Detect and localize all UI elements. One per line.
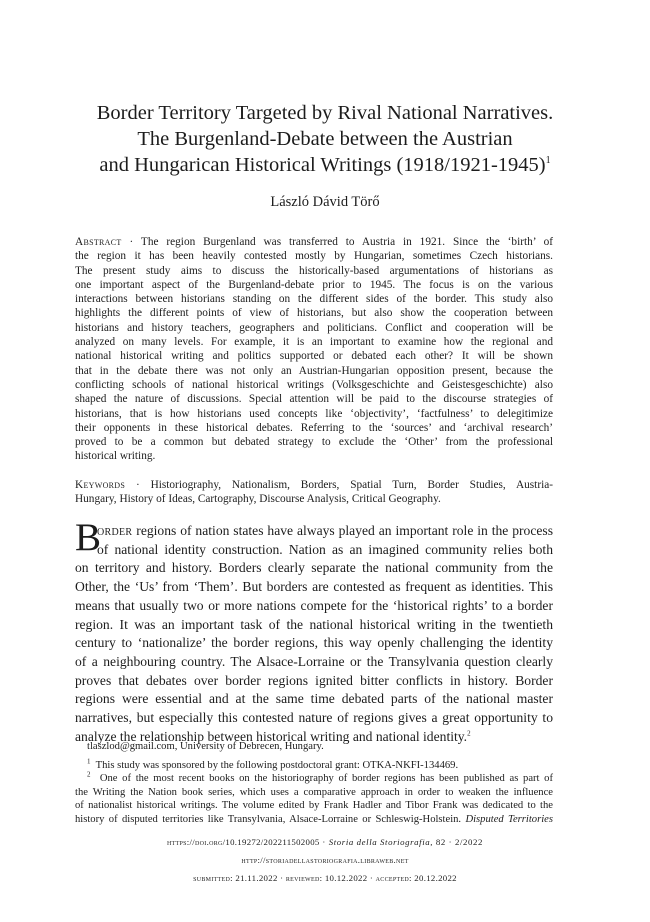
body-text: analyze the relationship between historical writing and national identity.	[75, 728, 468, 744]
abstract-text: the region it has been heavily contested mostly by Hungarian, sometimes Czech historians.	[75, 250, 553, 263]
page-footer	[0, 833, 650, 887]
author-contact: tlaszlod@gmail.com, University of Debrecen, Hungary.	[87, 741, 324, 752]
abstract-line	[75, 306, 553, 320]
abstract-line	[75, 392, 553, 406]
footnote-2-text: history of disputed territories like Transylvania, Alsace-Lorraine or Schleswig-Holstein.	[75, 813, 462, 825]
abstract-text: shaped the nature of discussions. Special attention will be paid to the discourse strategies of	[75, 393, 553, 406]
submission-dates: submitted: 21.11.2022 · reviewed: 10.12.2022 · accepted: 20.12.2022	[193, 873, 457, 883]
abstract-line	[75, 349, 553, 363]
body-footnote-mark[interactable]: 2	[467, 729, 471, 738]
abstract-line	[75, 407, 553, 421]
body-line	[75, 634, 553, 653]
title-line-2: The Burgenland-Debate between the Austrian	[137, 128, 513, 150]
body-text: of a neighbouring country. The Alsace-Lorraine or the Transylvania question clearly	[75, 653, 553, 669]
body-line	[75, 522, 553, 541]
journal-name: Storia della Storiografia	[328, 837, 431, 847]
abstract-text: highlights the different points of view of historians, but also show the cooperation between	[75, 307, 553, 320]
body-text: narratives, but especially this contested nature of regions gives a great opportunity to	[75, 710, 553, 726]
body-line	[75, 709, 553, 728]
body-line	[75, 578, 553, 597]
abstract-label: Abstract	[75, 236, 122, 248]
abstract-line	[75, 435, 553, 449]
abstract-line	[75, 264, 553, 278]
abstract-line	[75, 421, 553, 435]
abstract-line	[75, 364, 553, 378]
footnote-2-text: One of the most recent books on the historiography of border regions has been published as part of	[99, 773, 553, 785]
keywords	[75, 478, 553, 507]
footnote-1-mark: 1	[87, 757, 91, 766]
abstract-text: national historical writing and politics supported or debated each other? It will be shown	[75, 350, 553, 363]
article-title	[40, 100, 610, 178]
abstract-text: historical writing.	[75, 450, 156, 463]
footnote-1: $^1$ This study was sponsored by the following postdoctoral grant: OTKA-NKFI-134469.	[87, 757, 459, 771]
abstract-text: historians and history teachers, geographers and politicians. Conflict and cooperation will be	[75, 321, 553, 334]
abstract-text: conflicting schools of national historical writings (Volksgeschichte and Geistesgeschichte) also	[75, 378, 553, 391]
keywords-text: Hungary, History of Ideas, Cartography, Discourse Analysis, Critical Geography.	[75, 493, 441, 506]
abstract-line	[75, 278, 553, 292]
footnote-2-line	[75, 772, 553, 786]
abstract-line	[75, 235, 553, 249]
body-text: on territory and history. Borders clearly separate the national community from the	[75, 560, 553, 576]
footnote-2-line	[75, 813, 553, 827]
abstract-sep: ·	[121, 236, 141, 248]
title-footnote-mark[interactable]: 1	[545, 155, 551, 167]
keywords-text: Historiography, Nationalism, Borders, Spatial Turn, Border Studies, Austria-	[150, 479, 553, 491]
body-text: of national identity construction. Nation as an imagined community relies both	[97, 541, 553, 557]
body-line	[75, 559, 553, 578]
footer-doi-line: https://doi.org/10.19272/202211502005 · Storia della Storiografia, 82 · 2/2022	[166, 837, 484, 847]
footnote-2-line	[75, 799, 553, 813]
abstract-line	[75, 321, 553, 335]
body-line	[75, 616, 553, 635]
author-name: László Dávid Törő	[270, 194, 380, 210]
drop-cap: B	[75, 516, 102, 559]
body-text: century to ‘nationalize’ the border regions, this way openly challenging the identity	[75, 635, 553, 651]
abstract-line	[75, 335, 553, 349]
body-line	[75, 672, 553, 691]
footnote-2-italic: Disputed Territories	[465, 813, 553, 825]
title-line-3: and Hungarican Historical Writings $(1918/1921-1945)^1$	[99, 154, 551, 176]
body-text: proves that debates over border regions ignited bitter conflicts in history. Border	[75, 672, 553, 688]
keywords-line	[75, 492, 553, 506]
body-text: regions were essential and at the same time debated parts of the national master	[75, 691, 553, 707]
keywords-sep: ·	[125, 479, 151, 491]
journal-url[interactable]: http://storiadellastoriografia.libraweb.net	[241, 855, 409, 865]
body-line	[75, 690, 553, 709]
body-text	[75, 516, 553, 746]
body-text: Other, the ‘Us’ from ‘Them’. But borders are contested as frequent as identities. This	[75, 579, 553, 595]
abstract-line	[75, 292, 553, 306]
body-line	[75, 653, 553, 672]
title-line-1: Border Territory Targeted by Rival National Narratives.	[96, 102, 554, 124]
abstract-text: one important aspect of the Burgenland-debate prior to 1945. The focus is on the various	[75, 278, 553, 291]
abstract-line	[75, 378, 553, 392]
abstract-line	[75, 249, 553, 263]
body-text: means that usually two or more nations compete for the ‘historical rights’ to a border	[75, 597, 553, 613]
body-text: region. It was an important task of the national historical writing in the twentieth	[75, 616, 553, 632]
footnotes	[75, 740, 553, 827]
abstract-line	[75, 449, 553, 463]
abstract-text: analyzed on many levels. For example, it is an important to examine how the regional and	[75, 336, 553, 349]
body-smallcaps: order	[97, 523, 133, 538]
abstract-text: proved to be a common but debated strategy to exclude the ‘Other’ from the professional	[75, 436, 553, 449]
doi-link[interactable]: https://doi.org/10.19272/202211502005	[166, 837, 320, 847]
abstract-text: historians, that is how historians used concepts like ‘objectivity’, ‘factfulness’ to delegitimize	[75, 407, 553, 420]
body-text: regions of nation states have always played an important role in the process	[132, 523, 553, 538]
abstract-text: their opponents in these historical debates. Referring to the ‘sources’ and ‘archival research’	[75, 421, 553, 434]
keywords-line	[75, 478, 553, 492]
footnote-2-line	[75, 786, 553, 800]
abstract-text: interactions between historians standing on the different sides of the border. This study also	[75, 293, 553, 306]
footnote-2-mark: 2	[87, 770, 91, 779]
footnote-2-text: of nationalist historical writings. The volume edited by Frank Hadler and Tibor Frank was dedicated to the	[75, 800, 553, 812]
body-line	[75, 597, 553, 616]
abstract	[75, 235, 553, 464]
keywords-label: Keywords	[75, 479, 126, 491]
footnote-2-text: the Writing the Nation book series, which uses a comparative approach in order to weaken the influence	[75, 786, 553, 798]
abstract-text: The region Burgenland was transferred to Austria in 1921. Since the ‘birth’ of	[140, 236, 553, 248]
body-line	[75, 541, 553, 560]
abstract-text: The present study aims to discuss the historically-based argumentations of historians as	[75, 264, 553, 277]
abstract-text: that in the debate there was not only an Austrian-Hungarian opposition present, because the	[75, 364, 553, 377]
